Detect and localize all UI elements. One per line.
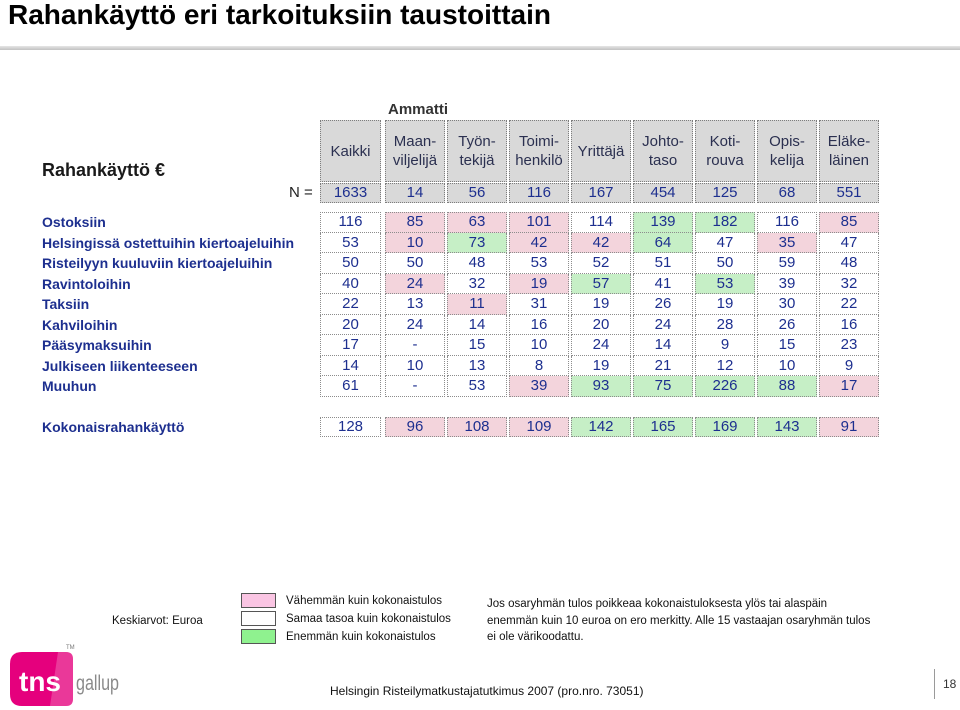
table-cell: 14 — [320, 356, 381, 377]
table-cell: 20 — [571, 315, 631, 336]
column-header-line: Yrittäjä — [577, 142, 625, 160]
table-cell: 10 — [509, 335, 569, 356]
table-cell: 16 — [509, 315, 569, 336]
note-line: ei ole värikoodattu. — [487, 631, 584, 643]
group-header-occupation: Ammatti — [388, 101, 449, 118]
legend-caption: Keskiarvot: Euroa — [112, 615, 203, 627]
table-cell: 8 — [509, 356, 569, 377]
total-cell: 143 — [757, 417, 817, 437]
table-cell: 24 — [571, 335, 631, 356]
table-cell: 28 — [695, 315, 755, 336]
table-cell: 23 — [819, 335, 879, 356]
table-cell: 19 — [509, 274, 569, 295]
source-caption: Helsingin Risteilymatkustajatutkimus 2007 (pro.nro. 73051) — [330, 684, 644, 698]
table-cell: 26 — [633, 294, 693, 315]
column-header-line: taso — [648, 152, 678, 169]
table-cell: 101 — [509, 212, 569, 233]
column-header-line: Koti- — [709, 133, 741, 150]
table-cell: 88 — [757, 376, 817, 397]
total-cell: 128 — [320, 417, 381, 437]
table-cell: 85 — [385, 212, 445, 233]
column-header-line: Opis- — [769, 133, 805, 150]
table-cell: 19 — [571, 294, 631, 315]
column-header-line: henkilö — [515, 152, 563, 169]
table-cell: 41 — [633, 274, 693, 295]
sample-size-opiskelija: 68 — [757, 183, 817, 203]
table-cell: 22 — [819, 294, 879, 315]
table-cell: 116 — [757, 212, 817, 233]
table-cell: - — [385, 335, 445, 356]
table-cell: 39 — [757, 274, 817, 295]
table-cell: 17 — [819, 376, 879, 397]
logo-trademark: TM — [66, 645, 75, 651]
column-header-yrittaja — [571, 120, 631, 182]
column-header-line: Kaikki — [330, 142, 371, 160]
legend-label-less: Vähemmän kuin kokonaistulos — [286, 595, 442, 607]
table-cell: 15 — [447, 335, 507, 356]
table-cell: 73 — [447, 233, 507, 254]
table-cell: 22 — [320, 294, 381, 315]
column-header-tyontekija — [447, 120, 507, 182]
column-header-line: Eläke- — [827, 133, 871, 150]
table-cell: 114 — [571, 212, 631, 233]
table-cell: 53 — [320, 233, 381, 254]
legend-swatch-more — [241, 629, 276, 644]
row-label-helsingissa-ostettuihin-kiertoajeluihin: Helsingissä ostettuihin kiertoajeluihin — [42, 234, 295, 251]
row-label-ravintoloihin: Ravintoloihin — [42, 275, 131, 292]
column-header-opiskelija — [757, 120, 817, 182]
sample-size-yrittaja: 167 — [571, 183, 631, 203]
column-header-toimihenkilo — [509, 120, 569, 182]
column-header-kaikki — [320, 120, 381, 182]
row-label-risteilyyn-kuuluviin-kiertoajeluihin: Risteilyyn kuuluviin kiertoajeluihin — [42, 255, 273, 271]
row-label-paasymaksuihin: Pääsymaksuihin — [42, 337, 152, 353]
column-header-line: viljelijä — [392, 152, 438, 169]
column-header-line: Johto- — [642, 133, 684, 150]
sample-size-kotirouva: 125 — [695, 183, 755, 203]
sample-size-elakelainen: 551 — [819, 183, 879, 203]
column-header-johtotaso — [633, 120, 693, 182]
table-cell: 47 — [819, 233, 879, 254]
table-cell: 14 — [633, 335, 693, 356]
table-cell: 15 — [757, 335, 817, 356]
column-header-line: tekijä — [459, 152, 495, 169]
row-label-ostoksiin: Ostoksiin — [42, 214, 106, 230]
column-header-elakelainen — [819, 120, 879, 182]
legend-swatch-same — [241, 611, 276, 626]
table-cell: 85 — [819, 212, 879, 233]
sample-size-maanviljelija: 14 — [385, 183, 445, 203]
table-cell: 10 — [385, 356, 445, 377]
table-cell: 50 — [695, 253, 755, 274]
table-cell: 35 — [757, 233, 817, 254]
table-cell: 63 — [447, 212, 507, 233]
table-cell: - — [385, 376, 445, 397]
table-cell: 19 — [695, 294, 755, 315]
table-cell: 57 — [571, 274, 631, 295]
table-cell: 75 — [633, 376, 693, 397]
table-cell: 139 — [633, 212, 693, 233]
table-cell: 51 — [633, 253, 693, 274]
table-cell: 10 — [385, 233, 445, 254]
slide-title: Rahankäyttö eri tarkoituksiin taustoittain — [8, 0, 551, 30]
table-cell: 11 — [447, 294, 507, 315]
table-cell: 93 — [571, 376, 631, 397]
row-label-kahviloihin: Kahviloihin — [42, 316, 118, 333]
table-cell: 50 — [385, 253, 445, 274]
total-cell: 165 — [633, 417, 693, 437]
table-cell: 53 — [509, 253, 569, 274]
column-header-kotirouva — [695, 120, 755, 182]
column-header-maanviljelija — [385, 120, 445, 182]
sample-size-kaikki: 1633 — [320, 183, 381, 203]
table-cell: 20 — [320, 315, 381, 336]
table-title: Rahankäyttö € — [42, 160, 166, 180]
row-label-muuhun: Muuhun — [42, 378, 97, 394]
table-cell: 31 — [509, 294, 569, 315]
table-cell: 226 — [695, 376, 755, 397]
column-header-line: läinen — [828, 152, 870, 169]
table-cell: 26 — [757, 315, 817, 336]
total-cell: 142 — [571, 417, 631, 437]
column-header-line: Toimi- — [519, 133, 559, 150]
table-cell: 39 — [509, 376, 569, 397]
logo-gallup: gallup — [76, 672, 119, 695]
table-cell: 16 — [819, 315, 879, 336]
table-cell: 13 — [385, 294, 445, 315]
column-header-line: rouva — [706, 152, 744, 169]
note-line: enemmän kuin 10 euroa on ero merkitty. Alle 15 vastaajan osaryhmän tulos — [487, 615, 871, 627]
table-cell: 9 — [695, 335, 755, 356]
table-cell: 10 — [757, 356, 817, 377]
sample-size-toimihenkilo: 116 — [509, 183, 569, 203]
table-cell: 50 — [320, 253, 381, 274]
table-cell: 32 — [447, 274, 507, 295]
table-cell: 53 — [695, 274, 755, 295]
table-cell: 24 — [385, 274, 445, 295]
sample-size-label: N = — [289, 184, 313, 201]
table-cell: 52 — [571, 253, 631, 274]
total-cell: 96 — [385, 417, 445, 437]
column-header-line: Maan- — [393, 133, 437, 150]
table-cell: 19 — [571, 356, 631, 377]
total-cell: 91 — [819, 417, 879, 437]
table-cell: 42 — [571, 233, 631, 254]
table-cell: 48 — [819, 253, 879, 274]
total-cell: 108 — [447, 417, 507, 437]
table-cell: 64 — [633, 233, 693, 254]
note-line: Jos osaryhmän tulos poikkeaa kokonaistuloksesta ylös tai alaspäin — [487, 598, 828, 610]
table-cell: 17 — [320, 335, 381, 356]
logo-wordmark: tns — [19, 666, 61, 697]
table-cell: 116 — [320, 212, 381, 233]
table-cell: 53 — [447, 376, 507, 397]
table-cell: 24 — [385, 315, 445, 336]
table-cell: 13 — [447, 356, 507, 377]
column-header-line: kelija — [769, 152, 805, 169]
legend-label-same: Samaa tasoa kuin kokonaistulos — [286, 613, 451, 625]
total-cell: 109 — [509, 417, 569, 437]
table-cell: 14 — [447, 315, 507, 336]
table-cell: 9 — [819, 356, 879, 377]
column-header-line: Työn- — [458, 133, 496, 150]
table-cell: 32 — [819, 274, 879, 295]
total-row-label: Kokonaisrahankäyttö — [42, 419, 185, 435]
table-cell: 61 — [320, 376, 381, 397]
table-cell: 12 — [695, 356, 755, 377]
row-label-julkiseen-liikenteeseen: Julkiseen liikenteeseen — [42, 357, 198, 374]
table-cell: 42 — [509, 233, 569, 254]
sample-size-tyontekija: 56 — [447, 183, 507, 203]
table-cell: 24 — [633, 315, 693, 336]
page-number: 18 — [934, 669, 958, 699]
table-cell: 59 — [757, 253, 817, 274]
table-cell: 182 — [695, 212, 755, 233]
legend-swatch-less — [241, 593, 276, 608]
table-cell: 30 — [757, 294, 817, 315]
table-cell: 48 — [447, 253, 507, 274]
tns-gallup-logo — [0, 640, 125, 710]
total-cell: 169 — [695, 417, 755, 437]
table-cell: 21 — [633, 356, 693, 377]
table-cell: 40 — [320, 274, 381, 295]
sample-size-johtotaso: 454 — [633, 183, 693, 203]
row-label-taksiin: Taksiin — [42, 296, 90, 312]
table-cell: 47 — [695, 233, 755, 254]
legend-label-more: Enemmän kuin kokonaistulos — [286, 631, 436, 643]
